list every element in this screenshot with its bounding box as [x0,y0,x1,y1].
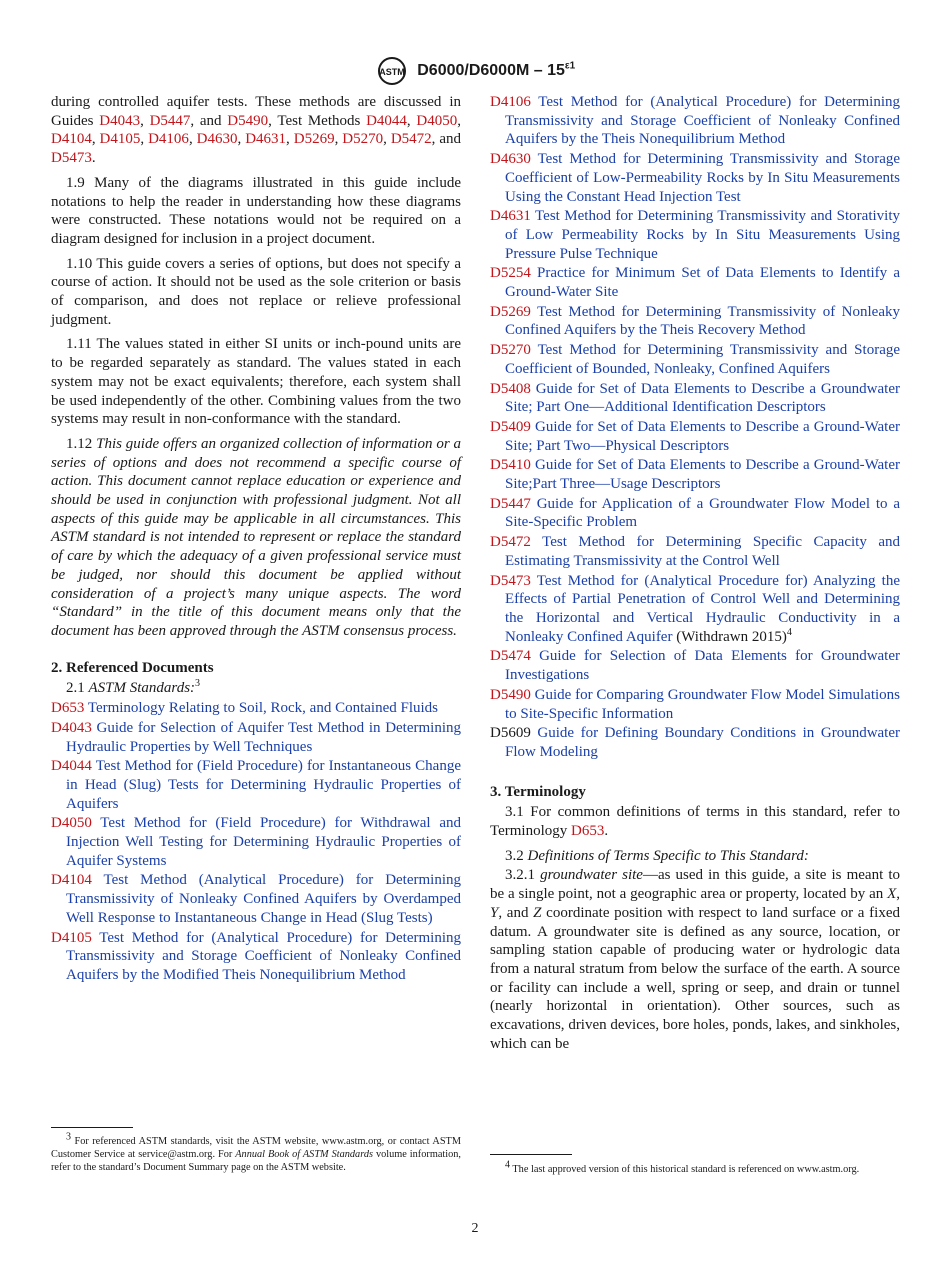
reference-entry[interactable]: D5409 Guide for Set of Data Elements to Describe a Ground-Water Site; Part Two—Physical Descriptors [490,418,900,454]
reference-entry[interactable]: D5410 Guide for Set of Data Elements to Describe a Ground-Water Site;Part Three—Usage Descriptors [490,457,900,493]
paragraph-1-12: 1.12 This guide offers an organized collection of information or a series of options and does not recommend a specific course of action. This document cannot replace education or experience and should be used in conjunction with professional judgment. Not all aspects of this guide may be applicable in all circumstances. This ASTM standard is not intended to represent or replace the standard of care by which the adequacy of a given professional service must be judged, nor should this document be applied without consideration of a project’s many unique aspects. The word “Standard” in the title of this document means only that the document has been approved through the ASTM consensus process. [51,435,462,639]
left-column [51,93,461,986]
ref-link[interactable]: D4044 [366,112,407,129]
paragraph-1-8-continued: during controlled aquifer tests. These methods are discussed in Guides D4043, D5447, and D5490, Test Methods D4044, D4050, D4104, D4105, D4106, D4630, D4631, D5269, D5270, D5472, and D5473. [51,94,462,167]
ref-link[interactable]: D5270 [342,131,384,148]
reference-entry[interactable]: D5269 Test Method for Determining Transmissivity of Nonleaky Confined Aquifers by the Theis Recovery Method [490,303,900,339]
svg-text:ASTM: ASTM [379,67,405,77]
reference-entry[interactable]: D4043 Guide for Selection of Aquifer Test Method in Determining Hydraulic Properties by Well Techniques [51,719,462,755]
reference-entry[interactable]: D5474 Guide for Selection of Data Elements for Groundwater Investigations [490,648,900,684]
ref-link[interactable]: D5490 [227,112,269,129]
reference-entry[interactable]: D4050 Test Method for (Field Procedure) for Withdrawal and Injection Well Testing for Determining Hydraulic Properties of Aquifer Systems [51,815,461,869]
reference-entry[interactable]: D5447 Guide for Application of a Groundwater Flow Model to a Site-Specific Problem [490,495,900,531]
paragraph-1-11: 1.11 The values stated in either SI units or inch-pound units are to be regarded separately as standard. The values stated in each system may not be exact equivalents; therefore, each system shall be used independently of the other. Combining values from the two systems may result in non-conformance with the standard. [51,336,461,428]
reference-entry[interactable]: D5609 Guide for Defining Boundary Conditions in Groundwater Flow Modeling [490,725,901,760]
footnote-rule-left [51,1127,133,1128]
ref-link[interactable]: D5473 [51,150,92,167]
reference-entry[interactable]: D5408 Guide for Set of Data Elements to Describe a Groundwater Site; Part One—Additional Identification Descriptors [490,380,900,416]
paragraph-1-9: 1.9 Many of the diagrams illustrated in this guide include notations to help the reader in understanding how these diagrams were constructed. These notations would not be required on a diagram designed for inclusion in a project document. [51,174,461,247]
reference-entry[interactable]: D4106 Test Method for (Analytical Procedure) for Determining Transmissivity and Storage Coefficient of Nonleaky Confined Aquifers by the Theis Nonequilibrium Method [490,94,900,148]
footnote-3: $^3$ For referenced ASTM standards, visit the ASTM website, www.astm.org, or contact ASTM Customer Service at service@astm.org. For Annual Book of ASTM Standards volume information, refer to the standard’s Document Summary page on the ASTM website. [51,1131,461,1173]
reference-entry[interactable]: D4631 Test Method for Determining Transmissivity and Storativity of Low Permeability Rocks by In Situ Measurements Using Pressure Pulse Technique [490,208,900,262]
ref-link[interactable]: D5269 [293,131,335,148]
reference-entry[interactable]: D4044 Test Method for (Field Procedure) for Instantaneous Change in Head (Slug) Tests for Determining Hydraulic Properties of Aquifers [51,758,461,812]
ref-link[interactable]: D4630 [196,131,238,148]
paragraph-3-1: 3.1 For common definitions of terms in this standard, refer to Terminology D653. [490,804,900,840]
reference-entry[interactable]: D5270 Test Method for Determining Transmissivity and Storage Coefficient of Bounded, Nonleaky, Confined Aquifers [490,342,901,377]
section-3-heading: 3. Terminology [490,783,586,800]
reference-list-left [51,699,461,985]
ref-link[interactable]: D4105 [99,131,141,148]
standard-designation: $D6000/D6000M - 15^{\varepsilon 1}$ [417,60,576,79]
ref-link[interactable]: D4050 [416,112,458,129]
reference-entry[interactable]: D4630 Test Method for Determining Transmissivity and Storage Coefficient of Low-Permeability Rocks by In Situ Measurements Using the Constant Head Injection Test [490,151,901,205]
page-number: 2 [471,1221,479,1236]
reference-entry[interactable]: D4104 Test Method (Analytical Procedure) for Determining Transmissivity of Nonleaky Confined Aquifers by Overdamped Well Response to Instantaneous Change in Head (Slug Tests) [51,872,462,926]
astm-logo-icon [375,56,409,86]
footnote-4: $^4$ The last approved version of this historical standard is referenced on www.astm.org. [505,1159,860,1175]
ref-link[interactable]: D5472 [390,131,432,148]
section-2-heading: 2. Referenced Documents [51,659,214,676]
reference-list-right [490,93,900,762]
paragraph-3-2-1: 3.2.1 groundwater site—as used in this guide, a site is meant to be a single point, not a geographic area or property, located by an X, Y, and Z coordinate position with respect to land surface or a fixed datum. A groundwater site is defined as any source, location, or sampling station capable of producing water or hydrologic data from a natural stratum from below the surface of the earth. A source or facility can include a well, spring or seep, and drain or tunnel (nearly horizontal in orientation). Other sources, such as excavations, driven devices, bore holes, ponds, lakes, and sinkholes, which can be [490,867,901,1052]
ref-link[interactable]: D4043 [99,112,141,129]
paragraph-3-2: 3.2 Definitions of Terms Specific to This Standard: [505,847,809,864]
ref-link[interactable]: D4631 [245,131,287,148]
ref-link[interactable]: D653 [571,823,605,840]
ref-link[interactable]: D5447 [149,112,191,129]
paragraph-1-10: 1.10 This guide covers a series of options, but does not specify a course of action. It should not be used as the sole criterion or basis of comparison, and does not replace or relieve professional judgment. [51,255,461,328]
reference-entry[interactable]: D653 Terminology Relating to Soil, Rock, and Contained Fluids [51,700,439,717]
reference-entry[interactable]: D5490 Guide for Comparing Groundwater Flow Model Simulations to Site-Specific Information [490,686,900,722]
reference-entry[interactable]: D5472 Test Method for Determining Specific Capacity and Estimating Transmissivity at the Control Well [490,534,900,569]
ref-link[interactable]: D4104 [51,131,92,148]
ref-link[interactable]: D4106 [148,131,189,148]
right-column [490,93,900,1059]
reference-entry[interactable]: D5254 Practice for Minimum Set of Data Elements to Identify a Ground-Water Site [490,265,901,301]
reference-entry-withdrawn[interactable]: D5473 Test Method for (Analytical Procedure for) Analyzing the Effects of Partial Penetration of Control Well and Determining the Horizontal and Vertical Hydraulic Conductivity in a Nonleaky Confined Aquifer (Withdrawn 2015)$^4$ [490,572,900,645]
page-header [0,56,950,86]
reference-entry[interactable]: D4105 Test Method for (Analytical Procedure) for Determining Transmissivity and Storage Coefficient of Nonleaky Confined Aquifers by the Modified Theis Nonequilibrium Method [51,929,461,983]
paragraph-2-1: 2.1 ASTM Standards:$^3$ [66,678,201,697]
footnote-rule-right [490,1154,572,1155]
